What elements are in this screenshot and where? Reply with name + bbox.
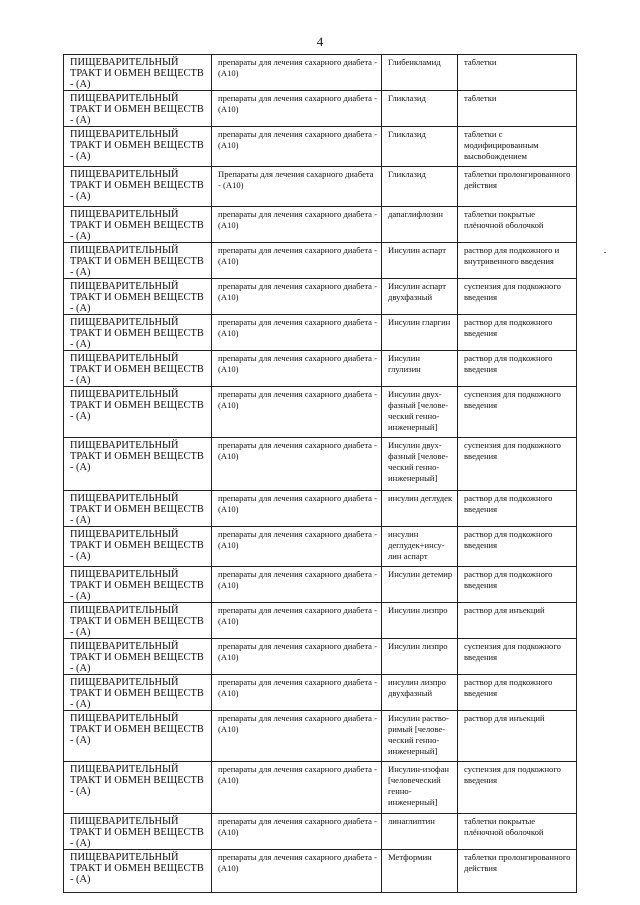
table-row — [64, 207, 577, 243]
anatomical-group-cell: ПИЩЕВАРИТЕЛЬНЫЙ ТРАКТ И ОБМЕН ВЕЩЕСТВ - (А) — [64, 675, 212, 711]
therapeutic-subgroup-cell: препараты для лечения сахарного диабета - (А10) — [212, 387, 382, 438]
therapeutic-subgroup-cell: препараты для лечения сахарного диабета - (А10) — [212, 55, 382, 91]
dosage-form-cell: суспензия для подкожного введения — [458, 639, 577, 675]
dosage-form-cell: раствор для подкожного введения — [458, 527, 577, 567]
table-row — [64, 639, 577, 675]
drug-name-cell: Глибенкламид — [382, 55, 458, 91]
therapeutic-subgroup-cell: препараты для лечения сахарного диабета - (А10) — [212, 127, 382, 167]
dosage-form-cell: раствор для подкожного введения — [458, 351, 577, 387]
dosage-form-cell: таблетки с модифицированным высвобождением — [458, 127, 577, 167]
table-row — [64, 243, 577, 279]
anatomical-group-cell: ПИЩЕВАРИТЕЛЬНЫЙ ТРАКТ И ОБМЕН ВЕЩЕСТВ - (А) — [64, 850, 212, 893]
therapeutic-subgroup-cell: препараты для лечения сахарного диабета - (А10) — [212, 351, 382, 387]
table-row — [64, 491, 577, 527]
anatomical-group-cell: ПИЩЕВАРИТЕЛЬНЫЙ ТРАКТ И ОБМЕН ВЕЩЕСТВ - (А) — [64, 167, 212, 207]
therapeutic-subgroup-cell: препараты для лечения сахарного диабета - (А10) — [212, 491, 382, 527]
dosage-form-cell: таблетки — [458, 55, 577, 91]
therapeutic-subgroup-cell: препараты для лечения сахарного диабета - (А10) — [212, 711, 382, 762]
dosage-form-cell: раствор для подкожного введения — [458, 567, 577, 603]
dosage-form-cell: таблетки пролонгированного действия — [458, 850, 577, 893]
drug-name-cell: дапаглифлозин — [382, 207, 458, 243]
drug-name-cell: Инсулин лизпро — [382, 639, 458, 675]
page-number: 4 — [316, 34, 324, 49]
anatomical-group-cell: ПИЩЕВАРИТЕЛЬНЫЙ ТРАКТ И ОБМЕН ВЕЩЕСТВ - (А) — [64, 55, 212, 91]
therapeutic-subgroup-cell: препараты для лечения сахарного диабета - (А10) — [212, 91, 382, 127]
drug-name-cell: Гликлазид — [382, 127, 458, 167]
table-row — [64, 91, 577, 127]
therapeutic-subgroup-cell: препараты для лечения сахарного диабета - (А10) — [212, 567, 382, 603]
dosage-form-cell: раствор для подкожного введения — [458, 491, 577, 527]
drug-name-cell: Инсулин лизпро — [382, 603, 458, 639]
therapeutic-subgroup-cell: препараты для лечения сахарного диабета - (А10) — [212, 850, 382, 893]
anatomical-group-cell: ПИЩЕВАРИТЕЛЬНЫЙ ТРАКТ И ОБМЕН ВЕЩЕСТВ - (А) — [64, 351, 212, 387]
drug-name-cell: Инсулин аспарт — [382, 243, 458, 279]
dosage-form-cell: таблетки покрытые плёночной оболочкой — [458, 207, 577, 243]
scan-speck — [604, 252, 606, 253]
table-row — [64, 675, 577, 711]
table-row — [64, 603, 577, 639]
therapeutic-subgroup-cell: препараты для лечения сахарного диабета - (А10) — [212, 438, 382, 491]
table-row — [64, 438, 577, 491]
table-row — [64, 315, 577, 351]
drug-name-cell: инсулин лизпро двухфазный — [382, 675, 458, 711]
drug-name-cell: Инсулин двух-фазный [челове-ческий генно-инженерный] — [382, 387, 458, 438]
table-row — [64, 279, 577, 315]
anatomical-group-cell: ПИЩЕВАРИТЕЛЬНЫЙ ТРАКТ И ОБМЕН ВЕЩЕСТВ - (А) — [64, 127, 212, 167]
table-row — [64, 762, 577, 814]
anatomical-group-cell: ПИЩЕВАРИТЕЛЬНЫЙ ТРАКТ И ОБМЕН ВЕЩЕСТВ - (А) — [64, 491, 212, 527]
dosage-form-cell: таблетки пролонгированного действия — [458, 167, 577, 207]
anatomical-group-cell: ПИЩЕВАРИТЕЛЬНЫЙ ТРАКТ И ОБМЕН ВЕЩЕСТВ - (А) — [64, 814, 212, 850]
dosage-form-cell: суспензия для подкожного введения — [458, 387, 577, 438]
therapeutic-subgroup-cell: препараты для лечения сахарного диабета - (А10) — [212, 603, 382, 639]
table-row — [64, 387, 577, 438]
anatomical-group-cell: ПИЩЕВАРИТЕЛЬНЫЙ ТРАКТ И ОБМЕН ВЕЩЕСТВ - (А) — [64, 387, 212, 438]
drug-name-cell: Инсулин глулизин — [382, 351, 458, 387]
table-row — [64, 127, 577, 167]
anatomical-group-cell: ПИЩЕВАРИТЕЛЬНЫЙ ТРАКТ И ОБМЕН ВЕЩЕСТВ - (А) — [64, 243, 212, 279]
therapeutic-subgroup-cell: препараты для лечения сахарного диабета - (А10) — [212, 279, 382, 315]
dosage-form-cell: раствор для подкожного введения — [458, 315, 577, 351]
dosage-form-cell: раствор для подкожного введения — [458, 675, 577, 711]
drug-name-cell: Инсулин гларгин — [382, 315, 458, 351]
dosage-form-cell: раствор для инъекций — [458, 711, 577, 762]
drug-name-cell: Гликлазид — [382, 167, 458, 207]
dosage-form-cell: раствор для подкожного и внутривенного введения — [458, 243, 577, 279]
table-row — [64, 814, 577, 850]
therapeutic-subgroup-cell: препараты для лечения сахарного диабета - (А10) — [212, 243, 382, 279]
dosage-form-cell: суспензия для подкожного введения — [458, 762, 577, 814]
therapeutic-subgroup-cell: препараты для лечения сахарного диабета - (А10) — [212, 639, 382, 675]
drug-name-cell: Инсулин аспарт двухфазный — [382, 279, 458, 315]
table-row — [64, 850, 577, 893]
drug-name-cell: Инсулин раство-римый [челове-ческий генно-инженерный] — [382, 711, 458, 762]
drug-name-cell: Инсулин двух-фазный [челове-ческий генно-инженерный] — [382, 438, 458, 491]
anatomical-group-cell: ПИЩЕВАРИТЕЛЬНЫЙ ТРАКТ И ОБМЕН ВЕЩЕСТВ - (А) — [64, 438, 212, 491]
therapeutic-subgroup-cell: препараты для лечения сахарного диабета - (А10) — [212, 762, 382, 814]
anatomical-group-cell: ПИЩЕВАРИТЕЛЬНЫЙ ТРАКТ И ОБМЕН ВЕЩЕСТВ - (А) — [64, 207, 212, 243]
drug-name-cell: инсулин деглудек — [382, 491, 458, 527]
drug-name-cell: линаглиптин — [382, 814, 458, 850]
table-row — [64, 711, 577, 762]
therapeutic-subgroup-cell: препараты для лечения сахарного диабета - (А10) — [212, 527, 382, 567]
anatomical-group-cell: ПИЩЕВАРИТЕЛЬНЫЙ ТРАКТ И ОБМЕН ВЕЩЕСТВ - (А) — [64, 711, 212, 762]
anatomical-group-cell: ПИЩЕВАРИТЕЛЬНЫЙ ТРАКТ И ОБМЕН ВЕЩЕСТВ - (А) — [64, 762, 212, 814]
anatomical-group-cell: ПИЩЕВАРИТЕЛЬНЫЙ ТРАКТ И ОБМЕН ВЕЩЕСТВ - (А) — [64, 639, 212, 675]
drug-list-table — [63, 54, 577, 893]
dosage-form-cell: таблетки — [458, 91, 577, 127]
drug-name-cell: Инсулин-изофан [человеческий генно-инженерный] — [382, 762, 458, 814]
therapeutic-subgroup-cell: препараты для лечения сахарного диабета - (А10) — [212, 675, 382, 711]
anatomical-group-cell: ПИЩЕВАРИТЕЛЬНЫЙ ТРАКТ И ОБМЕН ВЕЩЕСТВ - (А) — [64, 91, 212, 127]
dosage-form-cell: таблетки покрытые плёночной оболочкой — [458, 814, 577, 850]
table-row — [64, 55, 577, 91]
drug-name-cell: Метформин — [382, 850, 458, 893]
therapeutic-subgroup-cell: препараты для лечения сахарного диабета - (А10) — [212, 207, 382, 243]
table-row — [64, 527, 577, 567]
therapeutic-subgroup-cell: препараты для лечения сахарного диабета - (А10) — [212, 315, 382, 351]
table-row — [64, 167, 577, 207]
dosage-form-cell: суспензия для подкожного введения — [458, 279, 577, 315]
anatomical-group-cell: ПИЩЕВАРИТЕЛЬНЫЙ ТРАКТ И ОБМЕН ВЕЩЕСТВ - (А) — [64, 567, 212, 603]
drug-name-cell: инсулин деглудек+инсу-лин аспарт — [382, 527, 458, 567]
therapeutic-subgroup-cell: Препараты для лечения сахарного диабета - (А10) — [212, 167, 382, 207]
anatomical-group-cell: ПИЩЕВАРИТЕЛЬНЫЙ ТРАКТ И ОБМЕН ВЕЩЕСТВ - (А) — [64, 527, 212, 567]
table-row — [64, 567, 577, 603]
drug-name-cell: Гликлазид — [382, 91, 458, 127]
dosage-form-cell: раствор для инъекций — [458, 603, 577, 639]
drug-name-cell: Инсулин детемир — [382, 567, 458, 603]
anatomical-group-cell: ПИЩЕВАРИТЕЛЬНЫЙ ТРАКТ И ОБМЕН ВЕЩЕСТВ - (А) — [64, 603, 212, 639]
dosage-form-cell: суспензия для подкожного введения — [458, 438, 577, 491]
therapeutic-subgroup-cell: препараты для лечения сахарного диабета - (А10) — [212, 814, 382, 850]
table-row — [64, 351, 577, 387]
anatomical-group-cell: ПИЩЕВАРИТЕЛЬНЫЙ ТРАКТ И ОБМЕН ВЕЩЕСТВ - (А) — [64, 279, 212, 315]
anatomical-group-cell: ПИЩЕВАРИТЕЛЬНЫЙ ТРАКТ И ОБМЕН ВЕЩЕСТВ - (А) — [64, 315, 212, 351]
